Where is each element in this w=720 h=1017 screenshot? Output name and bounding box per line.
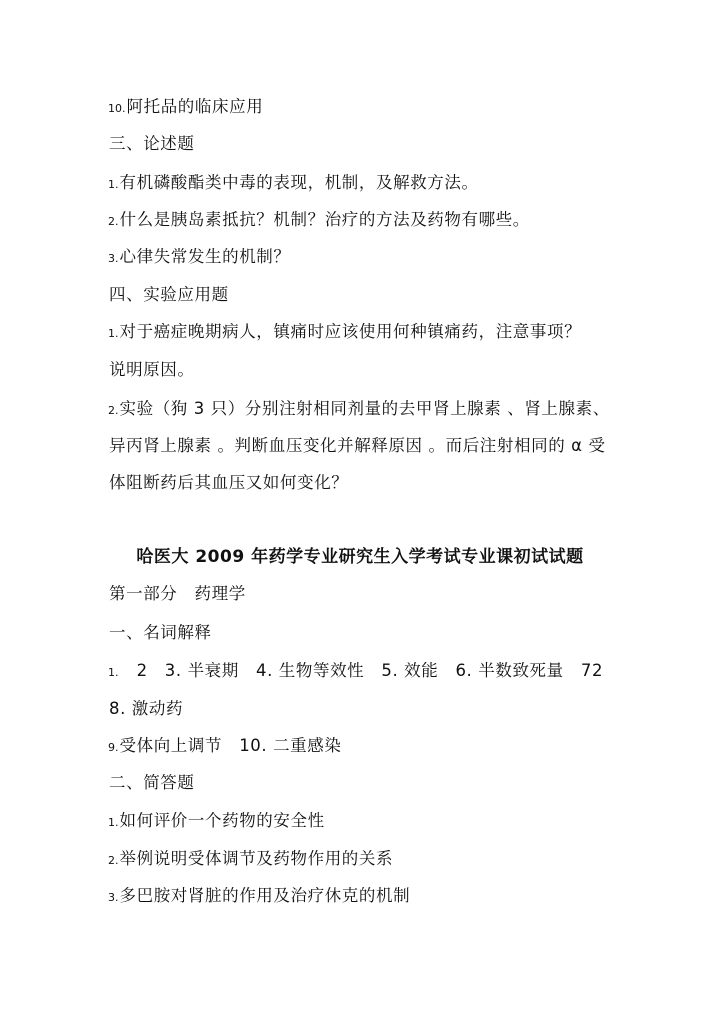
item-text: 如何评价一个药物的安全性 bbox=[119, 811, 325, 830]
list-item-continuation bbox=[108, 359, 624, 383]
list-item bbox=[108, 398, 624, 422]
terms-line bbox=[108, 735, 624, 759]
terms-line-continuation bbox=[108, 698, 624, 722]
section-heading bbox=[108, 772, 624, 796]
item-text: 2 3. 半衰期 4. 生物等效性 5. 效能 6. 半数致死量 72 bbox=[119, 661, 604, 680]
section-heading-text: 三、论述题 bbox=[109, 134, 195, 153]
item-number: 2. bbox=[108, 215, 119, 228]
section-heading bbox=[108, 284, 624, 308]
item-number: 1. bbox=[108, 816, 119, 829]
list-item bbox=[108, 209, 624, 233]
item-text: 多巴胺对肾脏的作用及治疗休克的机制 bbox=[119, 886, 411, 905]
list-item bbox=[108, 96, 624, 120]
item-number: 9. bbox=[108, 741, 119, 754]
section-heading-text: 四、实验应用题 bbox=[109, 285, 229, 304]
item-number: 1. bbox=[108, 666, 119, 679]
section-heading-text: 二、简答题 bbox=[109, 773, 195, 792]
list-item-continuation bbox=[108, 435, 624, 459]
list-item bbox=[108, 885, 624, 909]
list-item bbox=[108, 246, 624, 270]
part-heading bbox=[108, 583, 624, 607]
item-text: 举例说明受体调节及药物作用的关系 bbox=[119, 849, 394, 868]
item-text: 实验（狗 3 只）分别注射相同剂量的去甲肾上腺素 、肾上腺素、 bbox=[119, 399, 610, 418]
item-text: 8. 激动药 bbox=[109, 699, 184, 718]
section-heading bbox=[108, 622, 624, 646]
exam-title: 哈医大 2009 年药学专业研究生入学考试专业课初试试题 bbox=[136, 547, 584, 567]
item-text: 受体向上调节 10. 二重感染 bbox=[119, 736, 342, 755]
part-heading-text: 第一部分 药理学 bbox=[109, 584, 246, 603]
item-number: 1. bbox=[108, 178, 119, 191]
item-text: 对于癌症晚期病人，镇痛时应该使用何种镇痛药，注意事项？ bbox=[119, 322, 582, 341]
list-item-continuation bbox=[108, 472, 624, 496]
list-item bbox=[108, 810, 624, 834]
section-heading-text: 一、名词解释 bbox=[109, 623, 212, 642]
item-text: 异丙肾上腺素 。判断血压变化并解释原因 。而后注射相同的 α 受 bbox=[109, 436, 606, 455]
list-item bbox=[108, 848, 624, 872]
item-text: 说明原因。 bbox=[109, 360, 195, 379]
item-number: 2. bbox=[108, 854, 119, 867]
item-number: 2. bbox=[108, 404, 119, 417]
terms-line bbox=[108, 660, 624, 684]
item-text: 什么是胰岛素抵抗？机制？治疗的方法及药物有哪些。 bbox=[119, 210, 530, 229]
item-text: 阿托品的临床应用 bbox=[126, 97, 264, 116]
item-number: 1. bbox=[108, 327, 119, 340]
item-text: 有机磷酸酯类中毒的表现，机制，及解救方法。 bbox=[119, 173, 479, 192]
item-text: 心律失常发生的机制？ bbox=[119, 247, 291, 266]
list-item bbox=[108, 321, 624, 345]
item-number: 10. bbox=[108, 102, 126, 115]
item-number: 3. bbox=[108, 252, 119, 265]
item-number: 3. bbox=[108, 891, 119, 904]
item-text: 体阻断药后其血压又如何变化？ bbox=[109, 473, 349, 492]
section-heading bbox=[108, 133, 624, 157]
list-item bbox=[108, 172, 624, 196]
